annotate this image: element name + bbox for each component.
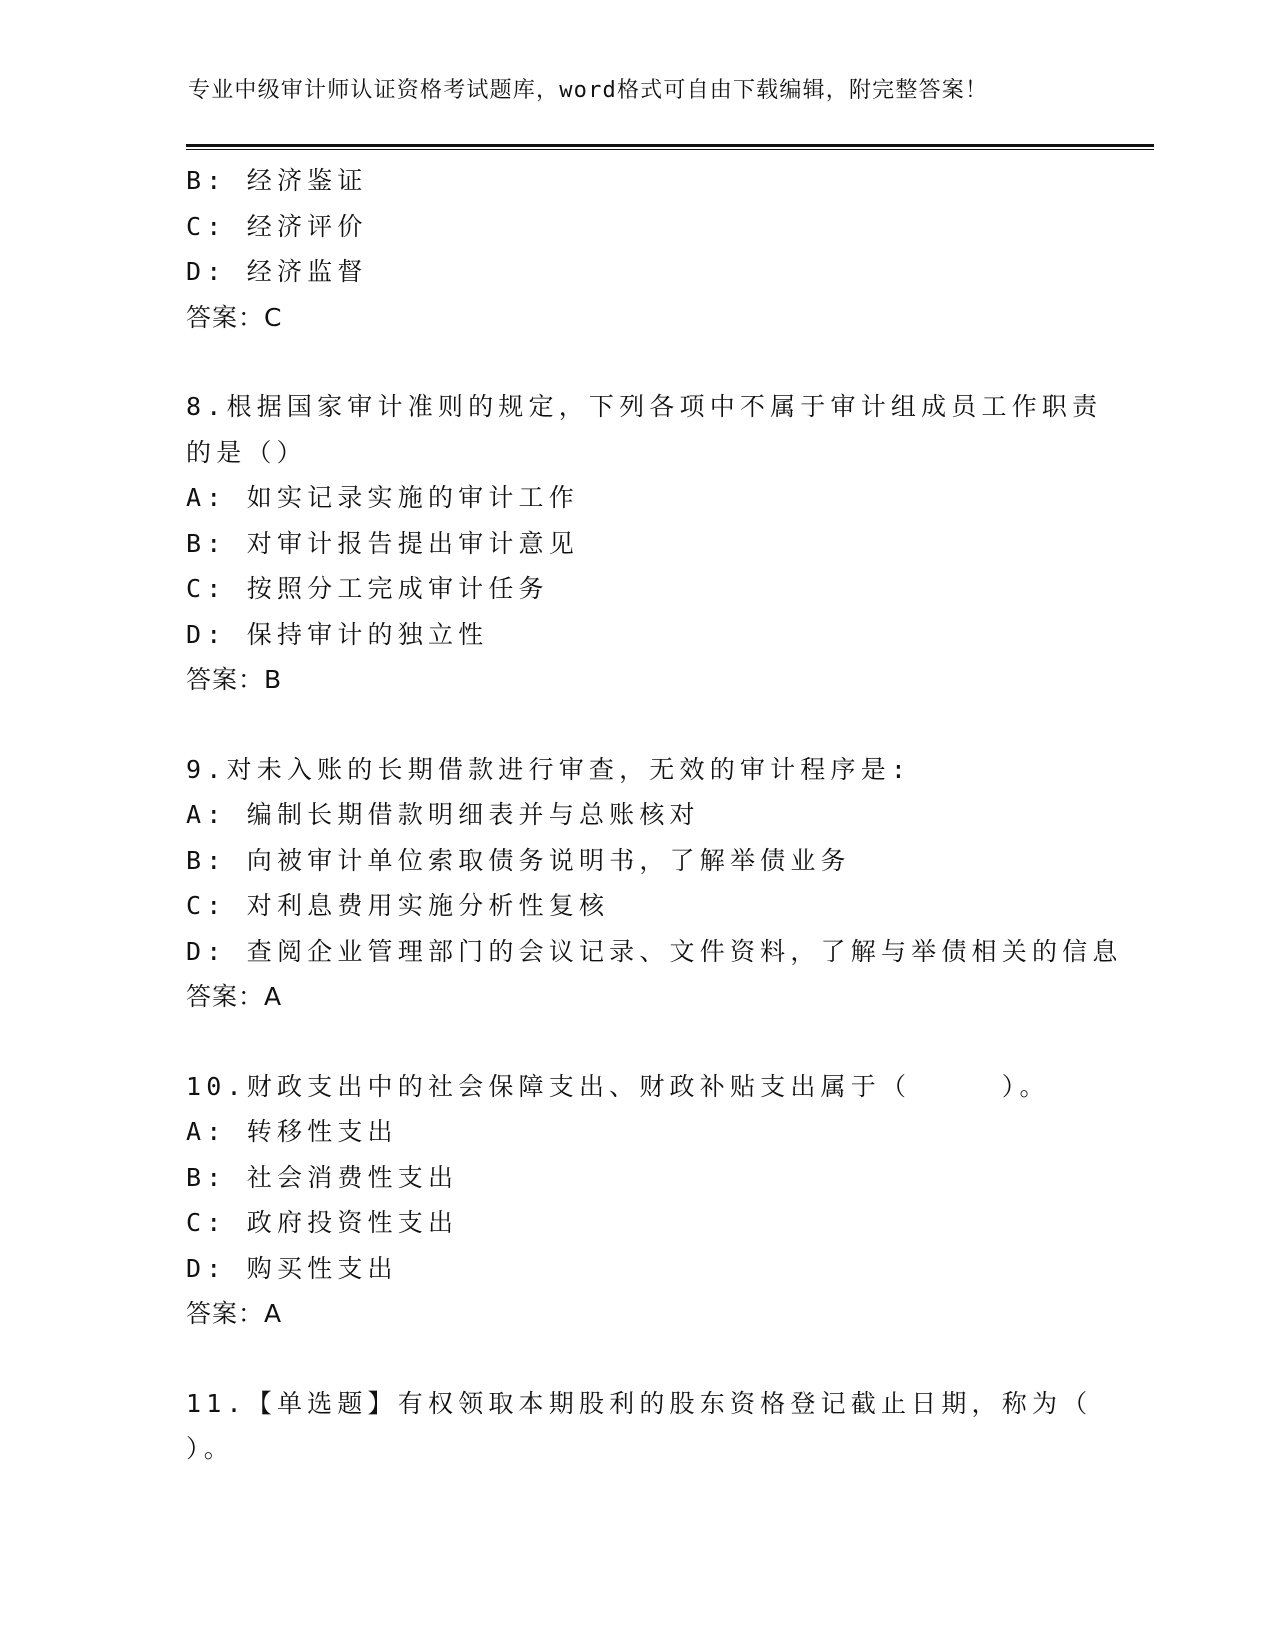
question-block bbox=[186, 747, 1146, 1020]
option-item: C: 经济评价 bbox=[186, 211, 368, 241]
option-item: B: 经济鉴证 bbox=[186, 166, 368, 195]
option-item: A: 转移性支出 bbox=[186, 1117, 398, 1146]
option-item: D: 购买性支出 bbox=[186, 1253, 398, 1283]
option-item: B: 社会消费性支出 bbox=[186, 1162, 459, 1192]
option-item: A: 如实记录实施的审计工作 bbox=[186, 483, 579, 512]
option-item: D: 保持审计的独立性 bbox=[186, 619, 489, 649]
option-item: B: 向被审计单位索取债务说明书，了解举债业务 bbox=[186, 845, 851, 875]
answer-text: 答案：A bbox=[186, 1299, 283, 1328]
block-spacer bbox=[186, 1337, 1146, 1381]
option-item: A: 编制长期借款明细表并与总账核对 bbox=[186, 800, 700, 829]
question-text: ）。 bbox=[186, 1434, 234, 1463]
option-item: C: 政府投资性支出 bbox=[186, 1208, 459, 1237]
question-text: 8.根据国家审计准则的规定，下列各项中不属于审计组成员工作职责 bbox=[186, 392, 1103, 421]
question-text: 11.【单选题】有权领取本期股利的股东资格登记截止日期，称为（ bbox=[186, 1388, 1093, 1418]
option-item: D: 查阅企业管理部门的会议记录、文件资料，了解与举债相关的信息 bbox=[186, 936, 1123, 966]
page-header: 专业中级审计师认证资格考试题库，word格式可自由下载编辑，附完整答案！ bbox=[188, 78, 989, 103]
question-block bbox=[186, 1064, 1146, 1337]
block-spacer bbox=[186, 1020, 1146, 1064]
answer-text: 答案：B bbox=[186, 665, 283, 694]
question-list bbox=[186, 158, 1146, 1472]
question-block bbox=[186, 384, 1146, 703]
question-block bbox=[186, 158, 1146, 340]
question-text: 的是（） bbox=[186, 437, 307, 467]
question-text: 10.财政支出中的社会保障支出、财政补贴支出属于（ ）。 bbox=[186, 1071, 1050, 1101]
question-block bbox=[186, 1381, 1146, 1472]
question-text: 9.对未入账的长期借款进行审查，无效的审计程序是: bbox=[186, 754, 912, 784]
option-item: B: 对审计报告提出审计意见 bbox=[186, 528, 579, 558]
option-item: D: 经济监督 bbox=[186, 257, 368, 286]
option-item: C: 对利息费用实施分析性复核 bbox=[186, 891, 610, 920]
answer-text: 答案：A bbox=[186, 982, 283, 1011]
header-rule-thin bbox=[186, 149, 1154, 150]
block-spacer bbox=[186, 703, 1146, 747]
option-item: C: 按照分工完成审计任务 bbox=[186, 574, 549, 603]
header-rule-thick bbox=[186, 144, 1154, 147]
block-spacer bbox=[186, 340, 1146, 384]
answer-text: 答案：C bbox=[186, 302, 283, 332]
